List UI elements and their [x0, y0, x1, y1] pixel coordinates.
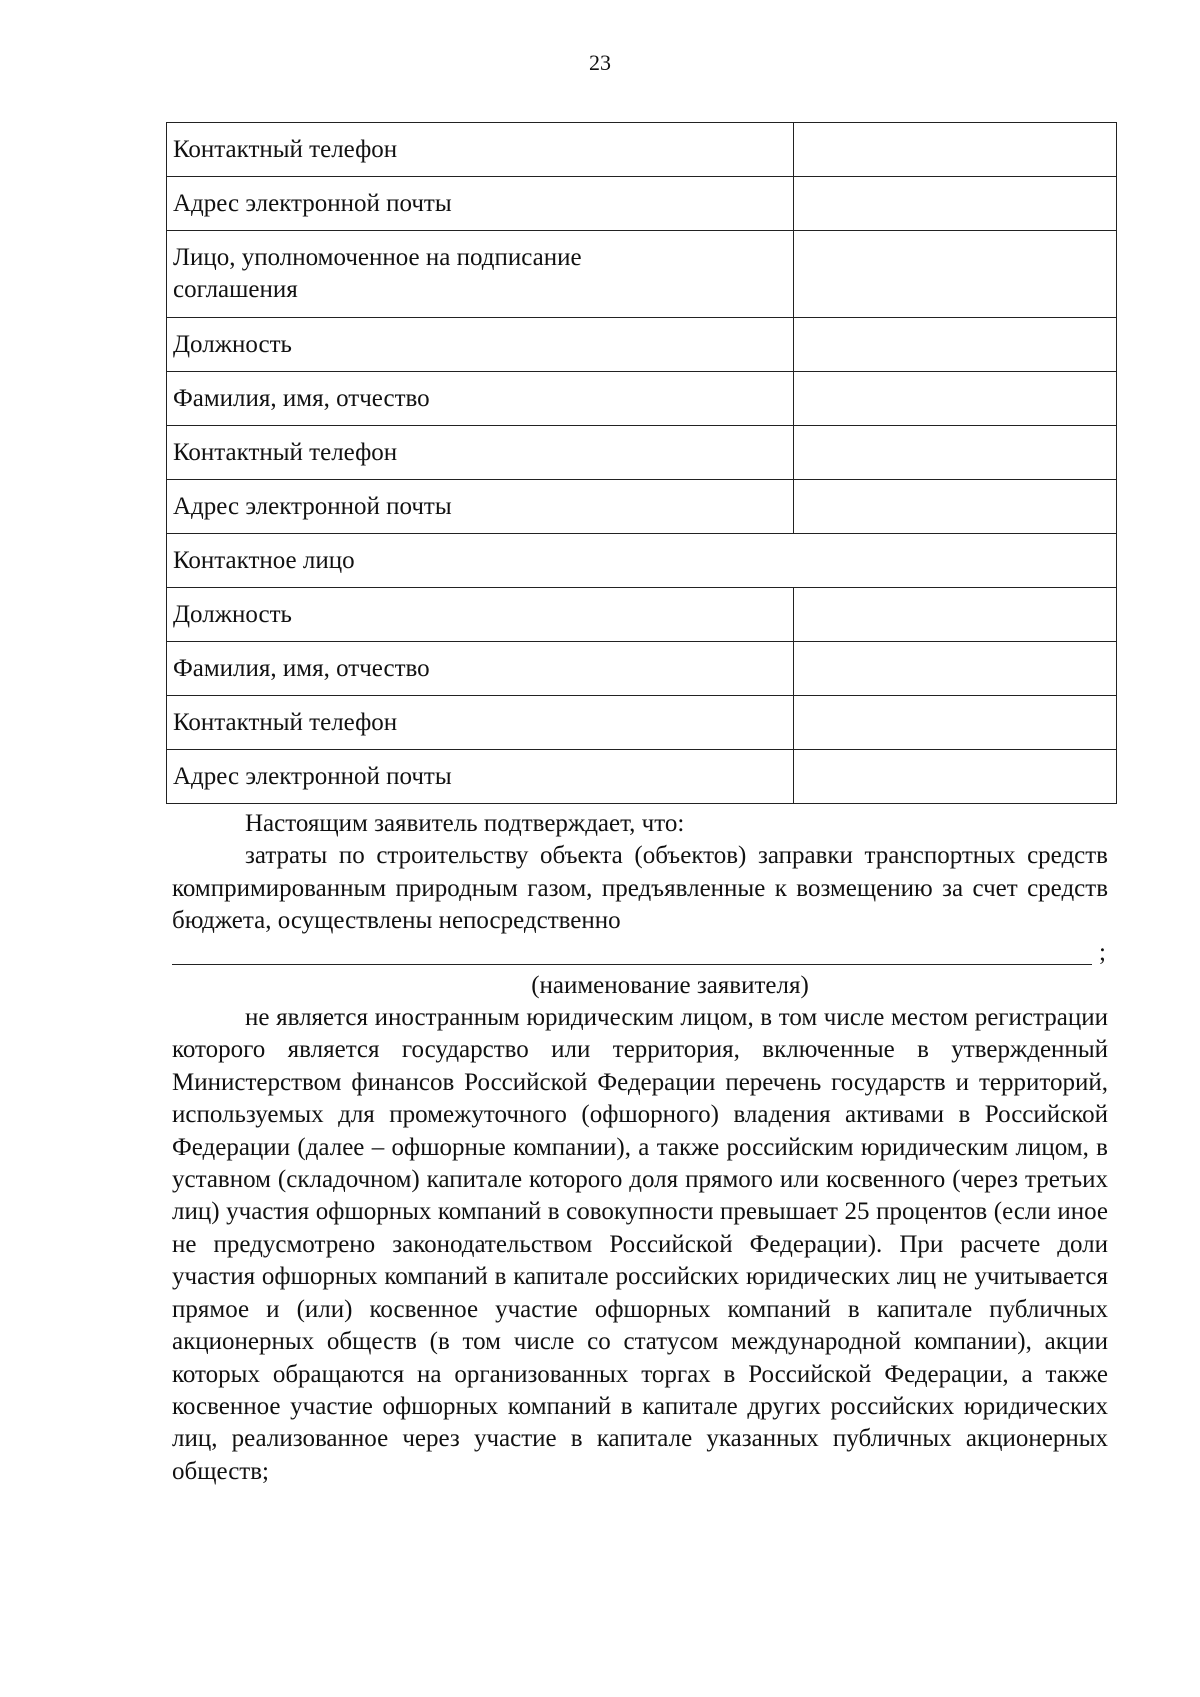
table-row — [167, 372, 1117, 426]
table-row — [167, 480, 1117, 534]
row-value-field[interactable] — [794, 642, 1117, 696]
table-row — [167, 123, 1117, 177]
table-row — [167, 750, 1117, 804]
table-row — [167, 177, 1117, 231]
table-row — [167, 318, 1117, 372]
row-label: Должность — [167, 318, 794, 372]
intro-line: Настоящим заявитель подтверждает, что: — [245, 810, 685, 837]
declaration-body — [172, 808, 1108, 1488]
row-value-field[interactable] — [794, 318, 1117, 372]
row-value-field[interactable] — [794, 123, 1117, 177]
row-label: Фамилия, имя, отчество — [167, 372, 794, 426]
row-value-field[interactable] — [794, 696, 1117, 750]
row-label: Адрес электронной почты — [167, 177, 794, 231]
table-row — [167, 696, 1117, 750]
row-label: Контактный телефон — [167, 123, 794, 177]
row-label: Фамилия, имя, отчество — [167, 642, 794, 696]
row-value-field[interactable] — [794, 480, 1117, 534]
fill-end: ; — [1099, 939, 1106, 967]
row-value-field[interactable] — [794, 750, 1117, 804]
fill-caption: (наименование заявителя) — [531, 971, 809, 999]
row-label: Должность — [167, 588, 794, 642]
row-value-field[interactable] — [794, 177, 1117, 231]
row-label: Контактный телефон — [167, 696, 794, 750]
offshore-paragraph: не является иностранным юридическим лицом, в том числе местом регистрации которого является государство или территория, включенные в утвержденный Министерством финансов Российской Федерации перечень государств и территорий, используемых для промежуточного (офшорного) владения активами в Российской Федерации (далее – офшорные компании), а также российским юридическим лицом, в уставном (складочном) капитале которого доля прямого или косвенного (через третьих лиц) участия офшорных компаний в совокупности превышает 25 процентов (если иное не предусмотрено законодательством Российской Федерации). При расчете доли участия офшорных компаний в капитале российских юридических лиц не учитывается прямое и (или) косвенное участие офшорных компаний в капитале публичных акционерных обществ (в том числе со статусом международной компании), акции которых обращаются на организованных торгах в Российской Федерации, а также косвенное участие офшорных компаний в капитале других российских юридических лиц, реализованное через участие в капитале указанных публичных акционерных обществ; — [172, 1004, 1108, 1485]
row-label: Адрес электронной почты — [167, 750, 794, 804]
row-value-field[interactable] — [794, 588, 1117, 642]
section-label: Контактное лицо — [167, 534, 1117, 588]
row-label: Адрес электронной почты — [167, 480, 794, 534]
fill-line — [172, 964, 1092, 965]
costs-paragraph: затраты по строительству объекта (объектов) заправки транспортных средств компримированным природным газом, предъявленные к возмещению за счет средств бюджета, осуществлены непосредственно — [172, 842, 1108, 935]
table-row — [167, 588, 1117, 642]
row-value-field[interactable] — [794, 231, 1117, 318]
row-label: Лицо, уполномоченное на подписание соглашения — [167, 231, 794, 318]
table-section-row — [167, 534, 1117, 588]
row-label: Контактный телефон — [167, 426, 794, 480]
page-number: 23 — [589, 50, 611, 75]
applicant-contacts-table — [166, 122, 1117, 804]
row-value-field[interactable] — [794, 426, 1117, 480]
applicant-name-blank[interactable] — [172, 938, 1108, 970]
row-value-field[interactable] — [794, 372, 1117, 426]
table-row — [167, 231, 1117, 318]
table-row — [167, 642, 1117, 696]
table-row — [167, 426, 1117, 480]
